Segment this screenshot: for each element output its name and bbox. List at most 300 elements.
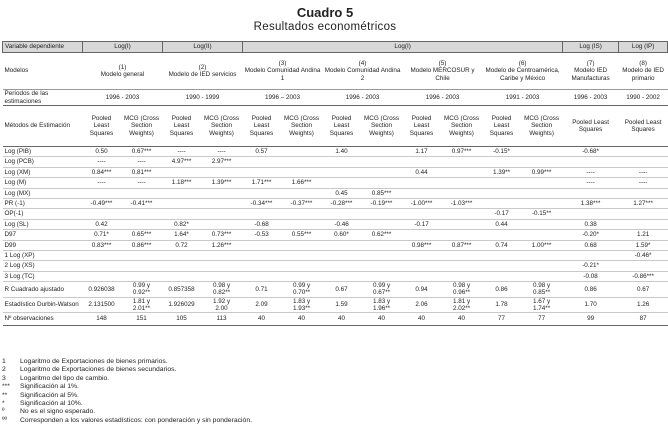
model-header <box>243 53 323 90</box>
row-label: Log (PIB) <box>3 147 83 157</box>
table-cell: 1.78 <box>483 297 521 312</box>
row-label: Estadístico Durbin-Watson <box>3 297 83 312</box>
table-row <box>3 157 668 167</box>
table-cell: 1.926029 <box>163 297 201 312</box>
table-cell: 0.60* <box>323 230 361 240</box>
model-header <box>323 53 403 90</box>
footnote-text: Significación al 10%. <box>20 400 83 408</box>
estimation-period: 1996 - 2003 <box>83 90 163 106</box>
table-cell <box>563 188 619 198</box>
table-cell <box>361 250 403 260</box>
table-cell <box>563 250 619 260</box>
table-cell: -0.46* <box>619 250 668 260</box>
table-subtitle: Resultados econométricos <box>253 21 397 33</box>
table-cell: 2.09 <box>243 297 281 312</box>
table-cell: 0.42 <box>83 219 121 229</box>
model-number: (2) <box>198 63 207 71</box>
table-cell <box>281 271 323 281</box>
table-cell <box>243 271 281 281</box>
footnote <box>2 408 252 416</box>
table-cell <box>441 209 483 219</box>
table-cell <box>361 147 403 157</box>
table-cell: 0.86 <box>563 282 619 297</box>
footnote-key: *** <box>2 383 10 391</box>
model-number: (8) <box>639 60 647 68</box>
footnote-text: Logaritmo de Exportaciones de bienes primarios. <box>20 358 168 365</box>
table-cell <box>201 188 243 198</box>
table-cell <box>403 209 441 219</box>
table-cell: 0.62*** <box>361 230 403 240</box>
row-label: PR (-1) <box>3 198 83 208</box>
table-cell <box>441 261 483 271</box>
table-cell <box>323 178 361 188</box>
row-label: Log (M) <box>3 178 83 188</box>
table-cell: ---- <box>563 178 619 188</box>
table-row <box>3 250 668 260</box>
table-cell <box>243 240 281 250</box>
table-cell: 1.81 y 2.02** <box>441 297 483 312</box>
table-cell: 0.87*** <box>441 240 483 250</box>
model-header <box>563 53 619 90</box>
row-label: R Cuadrado ajustado <box>3 282 83 297</box>
estimation-period: 1996 - 2003 <box>323 90 403 106</box>
table-row <box>3 313 668 326</box>
table-cell <box>281 209 323 219</box>
estimation-method: Pooled Least Squares <box>83 106 121 147</box>
table-cell <box>403 188 441 198</box>
model-number: (7) <box>586 60 595 68</box>
footnote-key: 1 <box>2 358 6 365</box>
table-row <box>3 167 668 177</box>
model-number: (6) <box>518 60 527 68</box>
footnote-text: Corresponden a los valores estadísticos: con ponderación y sin ponderación. <box>20 416 252 424</box>
table-cell: 0.99 y 0.67** <box>361 282 403 297</box>
table-cell: 2.131500 <box>83 297 121 312</box>
results-table <box>2 41 668 326</box>
table-cell: 0.73*** <box>201 230 243 240</box>
table-cell <box>361 167 403 177</box>
table-row <box>3 261 668 271</box>
footnote-text: Logaritmo de Exportaciones de bienes secundarios. <box>20 366 177 374</box>
table-cell: 0.99 y 0.70** <box>281 282 323 297</box>
table-cell <box>121 271 163 281</box>
table-cell: 1.39*** <box>201 178 243 188</box>
table-cell: 0.57 <box>243 147 281 157</box>
table-cell: ---- <box>201 147 243 157</box>
table-cell <box>83 261 121 271</box>
table-cell: 1.67 y 1.74** <box>521 297 563 312</box>
model-number: (3) <box>278 60 287 68</box>
table-cell: 1.27*** <box>619 198 668 208</box>
table-cell <box>323 261 361 271</box>
table-cell <box>619 157 668 167</box>
table-cell <box>483 178 521 188</box>
table-cell <box>121 250 163 260</box>
table-cell: ---- <box>619 178 668 188</box>
dependent-variable-label: Variable dependiente <box>3 42 83 53</box>
table-cell <box>323 157 361 167</box>
table-cell <box>281 219 323 229</box>
row-label: Log (MX) <box>3 188 83 198</box>
model-name: Modelo Comunidad Andina 1 <box>244 67 321 82</box>
table-cell: 1.00*** <box>521 240 563 250</box>
footnote-key: º <box>2 408 5 416</box>
dependent-variable-value: Log(I) <box>83 42 163 53</box>
table-cell: 0.97*** <box>441 147 483 157</box>
footnote-key: * <box>2 400 5 408</box>
table-cell: 0.99*** <box>521 167 563 177</box>
table-cell: 1.81 y 2.01** <box>121 297 163 312</box>
table-cell: 2.06 <box>403 297 441 312</box>
table-cell: 40 <box>441 313 483 326</box>
table-cell: 0.44 <box>403 167 441 177</box>
table-cell: 0.84*** <box>83 167 121 177</box>
table-cell: 0.71* <box>83 230 121 240</box>
dependent-variable-value: Log (IS) <box>563 42 619 53</box>
table-cell <box>361 271 403 281</box>
table-cell: 40 <box>281 313 323 326</box>
table-row <box>3 297 668 312</box>
table-cell <box>619 209 668 219</box>
table-cell <box>403 230 441 240</box>
table-cell <box>483 157 521 167</box>
model-name: Modelo MERCOSUR y Chile <box>410 67 475 82</box>
table-cell <box>83 250 121 260</box>
table-cell: 0.71 <box>243 282 281 297</box>
table-cell <box>323 240 361 250</box>
table-cell: 1.64* <box>163 230 201 240</box>
table-cell <box>521 219 563 229</box>
table-cell <box>243 250 281 260</box>
table-cell <box>281 240 323 250</box>
model-header <box>619 53 668 90</box>
footnotes <box>2 358 252 425</box>
table-cell: 0.94 <box>403 282 441 297</box>
table-cell <box>483 250 521 260</box>
row-label: 1 Log (XP) <box>3 250 83 260</box>
row-label: 3 Log (TC) <box>3 271 83 281</box>
table-cell: 1.70 <box>563 297 619 312</box>
table-cell: 0.67*** <box>121 147 163 157</box>
model-name: Modelo IED Manufacturas <box>571 67 610 82</box>
row-label: OP(-1) <box>3 209 83 219</box>
footnote-key: 3 <box>2 374 6 382</box>
table-cell <box>361 219 403 229</box>
table-cell: 0.98 y 0.82** <box>201 282 243 297</box>
table-cell: 1.40 <box>323 147 361 157</box>
table-cell: 0.65*** <box>121 230 163 240</box>
table-cell <box>403 250 441 260</box>
table-cell <box>201 271 243 281</box>
table-cell <box>441 157 483 167</box>
table-cell <box>521 188 563 198</box>
table-cell <box>243 188 281 198</box>
model-header <box>483 53 563 90</box>
table-cell <box>163 271 201 281</box>
table-cell <box>163 261 201 271</box>
table-cell: 1.17 <box>403 147 441 157</box>
estimation-method: Pooled Least Squares <box>619 106 668 147</box>
table-cell <box>403 271 441 281</box>
table-cell: 0.98 y 0.85** <box>521 282 563 297</box>
table-cell: ---- <box>163 147 201 157</box>
table-cell: 1.38*** <box>563 198 619 208</box>
model-name: Modelo de IED primario <box>622 67 664 82</box>
table-cell <box>361 157 403 167</box>
table-cell: 0.857358 <box>163 282 201 297</box>
table-cell <box>403 157 441 167</box>
table-cell <box>619 219 668 229</box>
table-cell <box>83 188 121 198</box>
table-cell: 77 <box>483 313 521 326</box>
table-cell <box>403 178 441 188</box>
table-cell <box>563 209 619 219</box>
estimation-method: Pooled Least Squares <box>563 106 619 147</box>
table-cell: 1.59* <box>619 240 668 250</box>
table-cell: 4.97*** <box>163 157 201 167</box>
table-cell: 40 <box>403 313 441 326</box>
table-cell: -0.17 <box>403 219 441 229</box>
table-cell: ---- <box>83 178 121 188</box>
row-label: Nº observaciones <box>3 313 83 326</box>
estimation-method: Pooled Least Squares <box>323 106 361 147</box>
table-cell <box>243 167 281 177</box>
table-cell: 0.67 <box>323 282 361 297</box>
table-cell: 0.44 <box>483 219 521 229</box>
table-cell <box>483 198 521 208</box>
estimation-method: MCG (Cross Section Weights) <box>441 106 483 147</box>
table-cell <box>201 219 243 229</box>
table-cell <box>441 250 483 260</box>
footnote <box>2 417 252 425</box>
table-cell: 1.26*** <box>201 240 243 250</box>
table-cell <box>483 261 521 271</box>
table-cell: 1.92 y 2.00 <box>201 297 243 312</box>
table-cell: 0.38 <box>563 219 619 229</box>
table-cell <box>619 147 668 157</box>
table-cell: -0.19*** <box>361 198 403 208</box>
footnote <box>2 366 252 374</box>
model-number: (5) <box>438 60 447 68</box>
table-cell: 0.85*** <box>361 188 403 198</box>
table-cell <box>521 250 563 260</box>
table-cell <box>121 219 163 229</box>
table-cell: 2.97*** <box>201 157 243 167</box>
footnote-text: Significación al 5%. <box>20 391 79 399</box>
footnote <box>2 375 252 383</box>
table-cell <box>323 271 361 281</box>
table-cell <box>441 271 483 281</box>
estimation-period: 1996 – 2003 <box>243 90 323 106</box>
table-cell <box>361 178 403 188</box>
table-cell <box>201 198 243 208</box>
table-cell <box>441 230 483 240</box>
estimation-period: 1990 - 2002 <box>619 90 668 106</box>
model-number: (1) <box>118 63 127 71</box>
table-cell: -0.68* <box>563 147 619 157</box>
estimation-method: Pooled Least Squares <box>403 106 441 147</box>
model-header <box>83 53 163 90</box>
table-cell: 1.71*** <box>243 178 281 188</box>
model-header <box>163 53 243 90</box>
table-cell: 1.26 <box>619 297 668 312</box>
table-row <box>3 240 668 250</box>
row-label: 2 Log (XS) <box>3 261 83 271</box>
table-cell: 0.68 <box>563 240 619 250</box>
table-cell: -0.46 <box>323 219 361 229</box>
table-cell <box>121 188 163 198</box>
table-cell: -0.17 <box>483 209 521 219</box>
table-cell <box>243 261 281 271</box>
table-cell <box>483 188 521 198</box>
estimation-method: MCG (Cross Section Weights) <box>361 106 403 147</box>
table-cell: 113 <box>201 313 243 326</box>
table-cell: -0.86*** <box>619 271 668 281</box>
table-cell: 0.86 <box>483 282 521 297</box>
table-row <box>3 198 668 208</box>
estimation-method: Pooled Least Squares <box>163 106 201 147</box>
table-cell <box>83 271 121 281</box>
table-cell <box>121 261 163 271</box>
models-label: Modelos <box>4 67 29 75</box>
table-cell <box>163 188 201 198</box>
table-cell: 0.50 <box>83 147 121 157</box>
table-cell <box>521 230 563 240</box>
row-label: D99 <box>3 240 83 250</box>
table-cell: 0.98 y 0.96** <box>441 282 483 297</box>
estimation-method: Pooled Least Squares <box>243 106 281 147</box>
table-row <box>3 147 668 157</box>
estimation-method: Pooled Least Squares <box>483 106 521 147</box>
table-cell: ---- <box>83 157 121 167</box>
table-cell <box>83 209 121 219</box>
table-cell <box>163 209 201 219</box>
table-cell: 77 <box>521 313 563 326</box>
table-cell <box>361 240 403 250</box>
footnote-key: ** <box>2 391 8 399</box>
row-label: Log (XM) <box>3 167 83 177</box>
table-cell: -0.53 <box>243 230 281 240</box>
table-cell <box>243 209 281 219</box>
table-cell <box>323 250 361 260</box>
table-cell <box>361 261 403 271</box>
table-cell <box>521 198 563 208</box>
table-cell: 0.74 <box>483 240 521 250</box>
table-row <box>3 282 668 297</box>
model-name: Modelo general <box>100 71 145 78</box>
table-cell: 0.67 <box>619 282 668 297</box>
table-cell: 0.926038 <box>83 282 121 297</box>
table-cell <box>281 167 323 177</box>
table-cell: 0.99 y 0.92** <box>121 282 163 297</box>
table-cell: -0.21* <box>563 261 619 271</box>
table-title: Cuadro 5 <box>296 5 354 20</box>
table-cell <box>403 261 441 271</box>
table-cell: 1.18*** <box>163 178 201 188</box>
table-cell: -0.41*** <box>121 198 163 208</box>
row-label: Log (PCB) <box>3 157 83 167</box>
table-cell <box>619 188 668 198</box>
table-cell: 151 <box>121 313 163 326</box>
footnote <box>2 392 252 400</box>
table-cell: ---- <box>121 178 163 188</box>
table-cell: 0.55*** <box>281 230 323 240</box>
table-cell <box>323 209 361 219</box>
dependent-variable-value: Log(II) <box>163 42 243 53</box>
row-label: D97 <box>3 230 83 240</box>
table-cell: 1.59 <box>323 297 361 312</box>
table-cell: 0.82* <box>163 219 201 229</box>
table-cell <box>163 167 201 177</box>
table-cell <box>563 157 619 167</box>
table-row <box>3 188 668 198</box>
table-cell <box>281 157 323 167</box>
footnote-text: Significación al 1%. <box>20 383 79 391</box>
table-cell: -1.00*** <box>403 198 441 208</box>
model-name: Modelo de IED servicios <box>168 71 237 78</box>
table-cell: -1.03*** <box>441 198 483 208</box>
footnote-key: 2 <box>2 366 6 374</box>
footnote-text: No es el signo esperado. <box>20 408 96 416</box>
periods-label: Períodos de las estimaciones <box>3 90 83 106</box>
estimation-method: MCG (Cross Section Weights) <box>201 106 243 147</box>
table-cell <box>201 250 243 260</box>
footnote-key: ºº <box>2 416 7 424</box>
table-cell <box>281 250 323 260</box>
table-row <box>3 178 668 188</box>
footnote <box>2 400 252 408</box>
table-cell: 148 <box>83 313 121 326</box>
table-cell: ---- <box>619 167 668 177</box>
dependent-variable-value: Log (IP) <box>619 42 668 53</box>
estimation-method: MCG (Cross Section Weights) <box>521 106 563 147</box>
table-cell <box>441 167 483 177</box>
table-cell: 0.72 <box>163 240 201 250</box>
table-cell <box>483 230 521 240</box>
model-name: Modelo de Centroamérica, Caribe y México <box>485 67 560 82</box>
model-header <box>403 53 483 90</box>
table-row <box>3 219 668 229</box>
table-row <box>3 209 668 219</box>
table-cell <box>619 261 668 271</box>
dependent-variable-value: Log(I) <box>243 42 563 53</box>
table-cell <box>483 271 521 281</box>
table-cell <box>163 250 201 260</box>
table-cell: -0.68 <box>243 219 281 229</box>
table-cell: 87 <box>619 313 668 326</box>
footnote-text: Logaritmo del tipo de cambio. <box>20 374 110 382</box>
table-cell <box>201 167 243 177</box>
table-cell <box>521 147 563 157</box>
table-cell: 0.86*** <box>121 240 163 250</box>
table-cell: ---- <box>563 167 619 177</box>
table-cell <box>441 188 483 198</box>
table-cell: 40 <box>243 313 281 326</box>
table-cell <box>201 261 243 271</box>
table-cell <box>201 209 243 219</box>
table-cell <box>521 271 563 281</box>
estimation-method: MCG (Cross Section Weights) <box>121 106 163 147</box>
table-cell <box>323 167 361 177</box>
table-row <box>3 230 668 240</box>
table-cell <box>441 178 483 188</box>
table-cell <box>281 188 323 198</box>
table-cell <box>521 178 563 188</box>
table-cell <box>521 157 563 167</box>
table-cell: -0.49*** <box>83 198 121 208</box>
table-cell: ---- <box>121 157 163 167</box>
table-cell: 1.21 <box>619 230 668 240</box>
